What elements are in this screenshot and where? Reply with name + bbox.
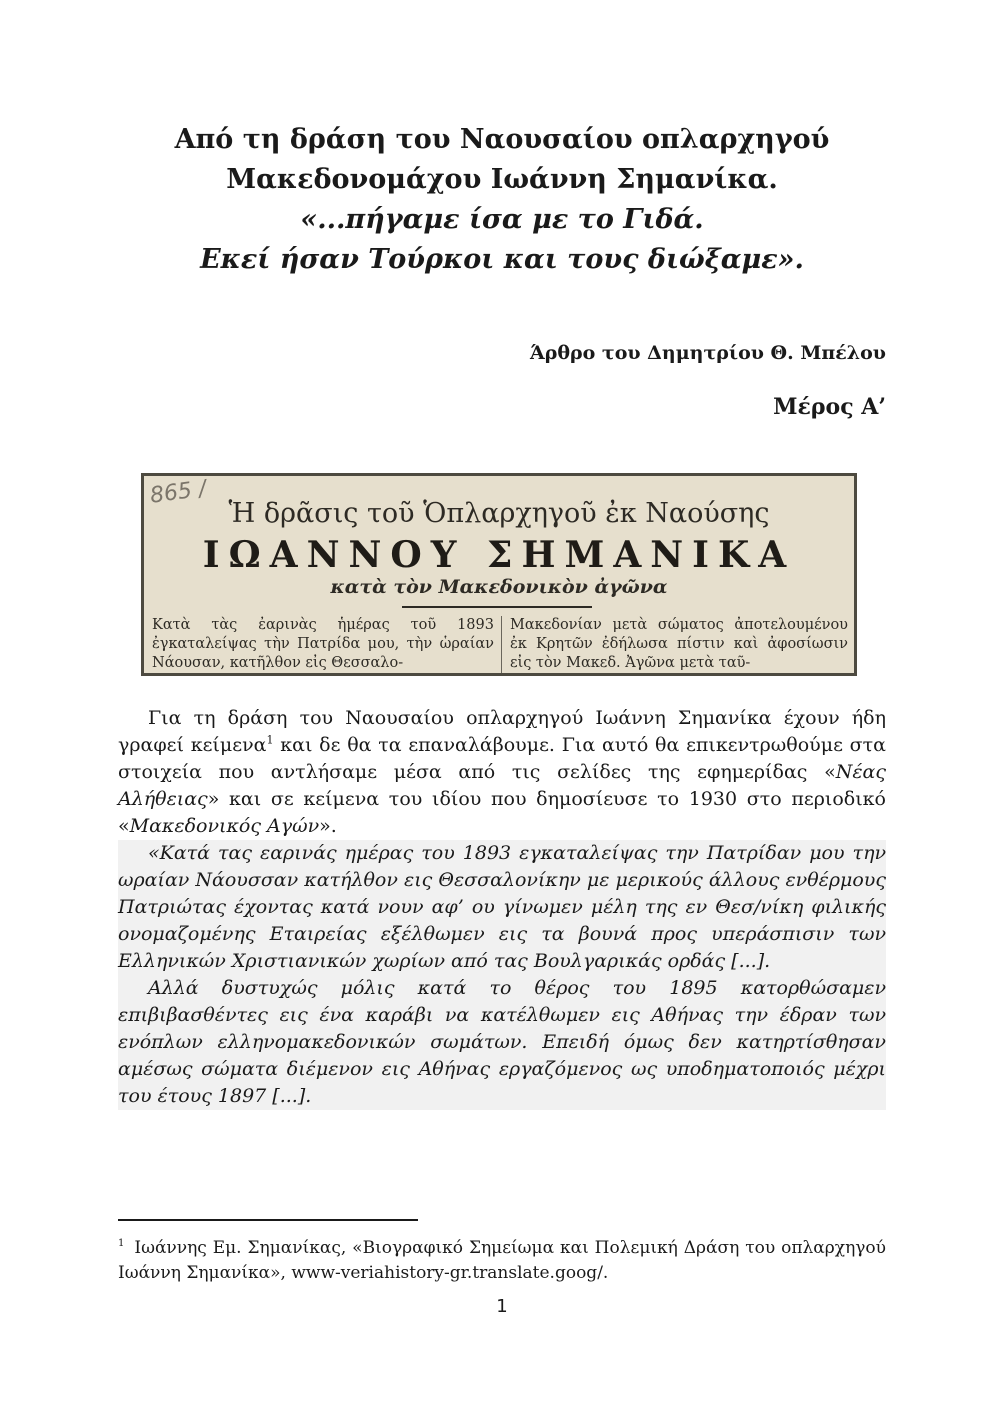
author-byline: Άρθρο του Δημητρίου Θ. Μπέλου: [529, 342, 886, 364]
quote-paragraph-2: Αλλά δυστυχώς μόλις κατά το θέρος του 1895 κατορθώσαμεν επιβιβασθέντες εις ένα καράβι να κατέλθωμεν εις Αθήνας την έδραν των ενόπλων ελληνομακεδονικών σωμάτων. Επειδή όμως δεν κατηρτίσθησαν αμέσως σώματα διέμενον εις Αθήνας εργαζόμενος ως υποδηματοποιός μέχρι του έτους 1897 [...].: [118, 975, 886, 1110]
footnote: [118, 1236, 886, 1286]
p1-text-b: και δε θα τα επαναλάβουμε. Για αυτό θα επικεντρωθούμε στα στοιχεία που αντλήσαμε μέσα από τις σελίδες της εφημερίδας «: [118, 734, 886, 783]
title-line-1: Από τη δράση του Ναουσαίου οπλαρχηγού: [174, 124, 830, 155]
p1-text-c: » και σε κείμενα του ιδίου που δημοσίευσε το 1930 στο περιοδικό «: [118, 788, 886, 837]
title-line-3: «...πήγαμε ίσα με το Γιδά.: [300, 204, 704, 235]
clipping-handwritten-note: 865 /: [148, 476, 208, 509]
newspaper-name: Νέας Αλήθειας: [118, 761, 886, 810]
clipping-column-left: Κατὰ τὰς ἐαρινὰς ἡμέρας τοῦ 1893 ἐγκαταλείψας τὴν Πατρίδα μου, τὴν ὡραίαν Νάουσαν, κατῆλθον εἰς Θεσσαλο-: [152, 617, 494, 671]
title-line-4: Εκεί ήσαν Τούρκοι και τους διώξαμε».: [200, 244, 804, 275]
periodical-name: Μακεδονικός Αγών: [129, 815, 320, 837]
clipping-headline-3: κατὰ τὸν Μακεδονικὸν ἀγῶνα: [330, 576, 668, 598]
footnote-marker: 1: [118, 1238, 125, 1250]
clipping-column-divider: [501, 616, 502, 676]
footnote-text: Ιωάννης Εμ. Σημανίκας, «Βιογραφικό Σημείωμα και Πολεμική Δράση του οπλαρχηγού Ιωάννη Σημανίκα», www-veriahistory-gr.translate.goog/.: [118, 1238, 886, 1283]
newspaper-clipping-image: [141, 473, 857, 676]
p1-text-d: ».: [319, 815, 337, 837]
p1-text-a: Για τη δράση του Ναουσαίου οπλαρχηγού Ιωάννη Σημανίκα έχουν ήδη γραφεί κείμενα: [118, 707, 886, 756]
clipping-headline-1: Ἡ δρᾶσις τοῦ Ὁπλαρχηγοῦ ἐκ Ναούσης: [228, 498, 770, 529]
clipping-headline-2: ΙΩΑΝΝΟΥ ΣΗΜΑΝΙΚΑ: [202, 534, 796, 576]
article-title: [60, 120, 944, 280]
footnote-ref: 1: [266, 733, 274, 747]
page-number: 1: [496, 1296, 508, 1317]
clipping-rule: [402, 606, 592, 608]
part-label: Μέρος Α’: [773, 394, 886, 420]
article-body: [118, 705, 886, 1110]
quote-paragraph-1: «Κατά τας εαρινάς ημέρας του 1893 εγκαταλείψας την Πατρίδαν μου την ωραίαν Νάουσσαν κατήλθον εις Θεσσαλονίκην με μερικούς άλλους ενθέρμους Πατριώτας έχοντας κατά νουν αφ’ ου γίνωμεν μέλη της εν Θεσ/νίκη φιλικής ονομαζομένης Εταιρείας εξέλθωμεν εις τα βουνά προς υπεράσπισιν των Ελληνικών Χριστιανικών χωρίων από τας Βουλγαρικάς ορδάς [...].: [118, 840, 886, 975]
clipping-column-right: Μακεδονίαν μετὰ σώματος ἀποτελουμένου ἐκ Κρητῶν ἐδήλωσα πίστιν καὶ ἀφοσίωσιν εἰς τὸν Μακεδ. Ἀγῶνα μετὰ ταῦ-: [510, 617, 848, 671]
title-line-2: Μακεδονομάχου Ιωάννη Σημανίκα.: [226, 164, 778, 195]
body-paragraph-1: [118, 705, 886, 840]
footnote-separator: [118, 1219, 418, 1221]
